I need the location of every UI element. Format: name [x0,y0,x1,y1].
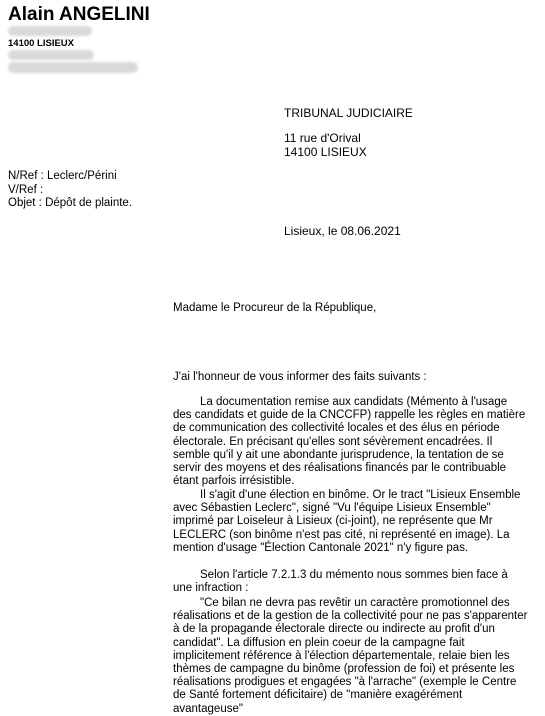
reference-nref: N/Ref : Leclerc/Périni [8,170,117,182]
body-paragraph-4 [173,597,528,716]
recipient-city: 14100 LISIEUX [284,145,367,159]
sender-name: Alain ANGELINI [8,4,150,25]
paragraph-documentation: La documentation remise aux candidats (Mémento à l'usage des candidats et guide de la CNCCFP) rappelle les règles en matière de communication des collectivité locales et des élus en période électorale. En précisant qu'elles sont sévèrement encadrées. Il semble qu'il y ait une abondante jurisprudence, la tentation de se servir des moyens et des réalisations financés par le contribuable étant parfois irrésistible. [173,396,526,488]
redacted-contact-line [8,50,94,60]
paragraph-article: Selon l'article 7.2.1.3 du mémento nous sommes bien face à une infraction : [173,569,508,595]
recipient-name: TRIBUNAL JUDICIAIRE [284,106,413,120]
paragraph-bilan: "Ce bilan ne devra pas revêtir un caractère promotionnel des réalisations et de la gestion de la collectivité pour ne pas s'apparenter à de la propagande électorale directe ou indirecte au profit d'un candidat". La diffusion en plein coeur de la campagne fait implicitement référence à l'élection départementale, relaie bien les thèmes de campagne du binôme (profession de foi) et présente les réalisations prodigues et engagées "à l'arrache" (exemple le Centre de Santé fortement déficitaire) de "manière exagérément avantageuse" [173,597,528,715]
reference-vref: V/Ref : [8,184,44,196]
redacted-address-line [8,26,92,36]
recipient-street: 11 rue d'Orival [284,131,361,145]
sender-city: 14100 LISIEUX [8,38,75,49]
redacted-contact-line-2 [8,62,138,73]
body-paragraph-3 [173,569,528,595]
reference-objet: Objet : Dépôt de plainte. [8,197,133,209]
intro-line: J'ai l'honneur de vous informer des faits suivants : [173,371,427,383]
body-paragraph-1 [173,396,528,488]
date-line: Lisieux, le 08.06.2021 [284,224,401,238]
salutation: Madame le Procureur de la République, [173,302,377,314]
paragraph-binome: Il s'agit d'une élection en binôme. Or le tract "Lisieux Ensemble avec Sébastien Leclerc", signé "Vu l'équipe Lisieux Ensemble" imprimé par Loiseleur à Lisieux (ci-joint), ne représente que Mr LECLERC (son binôme n'est pas cité, ni représenté en image). La mention d'usage "Élection Cantonale 2021" n'y figure pas. [173,489,521,554]
body-paragraph-2 [173,489,528,555]
